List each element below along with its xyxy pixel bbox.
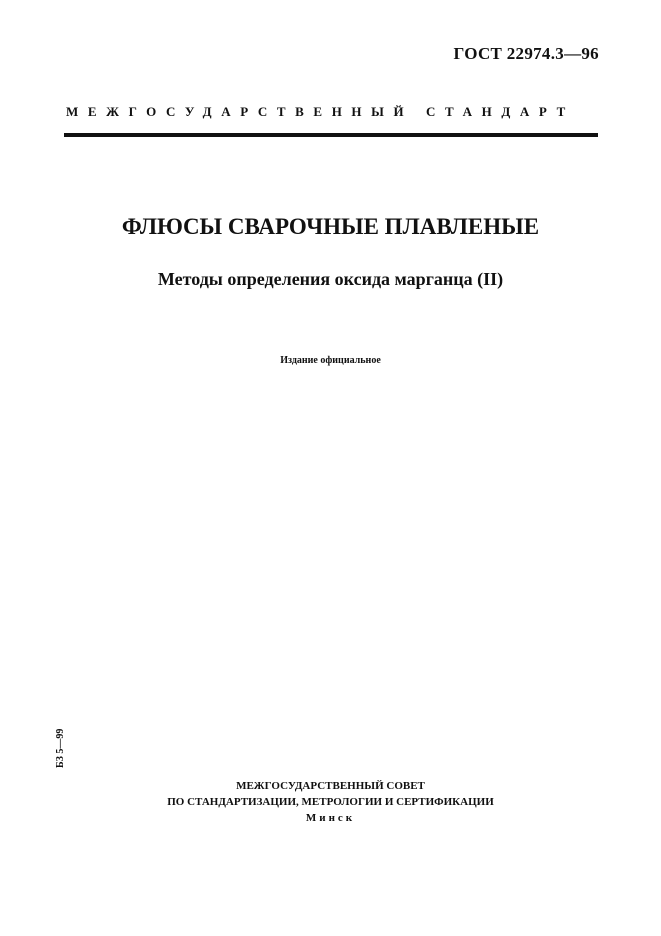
publisher-city: Минск bbox=[305, 812, 356, 824]
publisher-line-2: ПО СТАНДАРТИЗАЦИИ, МЕТРОЛОГИИ И СЕРТИФИКАЦИИ bbox=[167, 796, 494, 808]
side-catalog-code: БЗ 5—99 bbox=[55, 728, 66, 768]
header-divider bbox=[64, 133, 598, 137]
standard-type-heading: МЕЖГОСУДАРСТВЕННЫЙ СТАНДАРТ bbox=[66, 104, 575, 119]
gost-number: ГОСТ 22974.3—96 bbox=[453, 44, 599, 63]
document-title: ФЛЮСЫ СВАРОЧНЫЕ ПЛАВЛЕНЫЕ bbox=[121, 214, 540, 239]
document-subtitle: Методы определения оксида марганца (II) bbox=[157, 269, 504, 289]
edition-note: Издание официальное bbox=[280, 355, 381, 366]
publisher-block bbox=[0, 778, 661, 826]
publisher-line-1: МЕЖГОСУДАРСТВЕННЫЙ СОВЕТ bbox=[236, 780, 425, 792]
